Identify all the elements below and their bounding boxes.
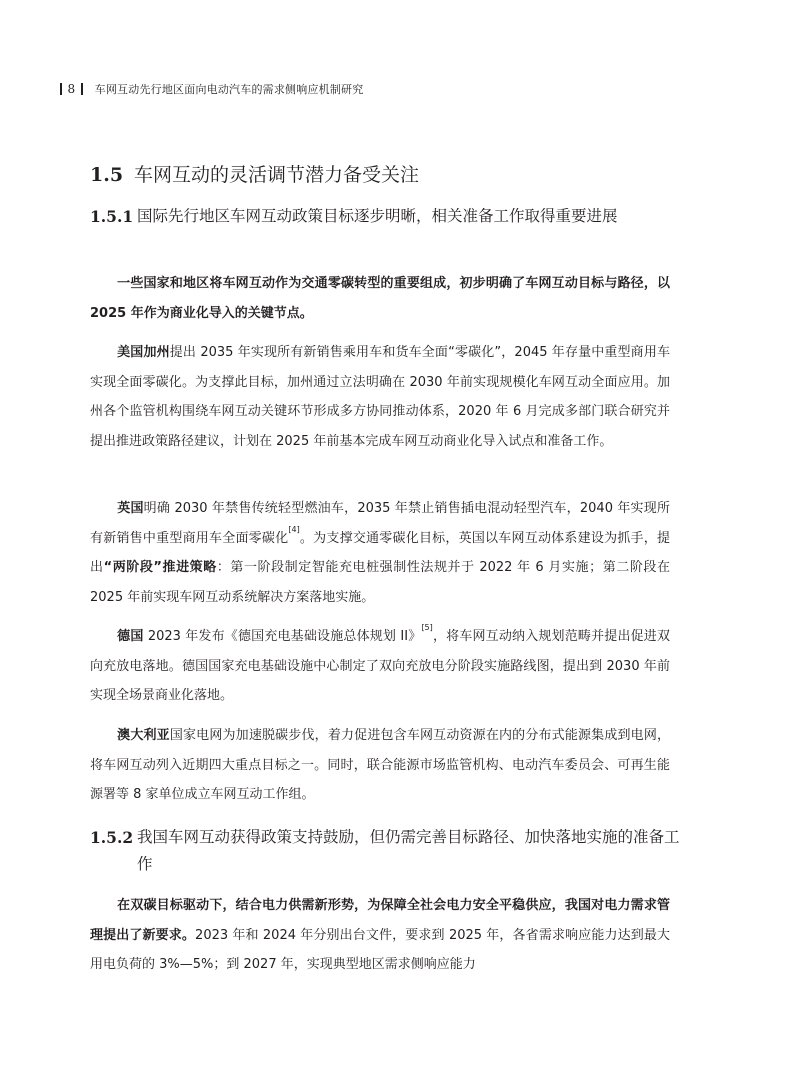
- paragraph-intro-bold: 一些国家和地区将车网互动作为交通零碳转型的重要组成，初步明确了车网互动目标与路径，以 2025 年作为商业化导入的关键节点。: [90, 276, 670, 321]
- paragraph-uk: [90, 494, 670, 612]
- ref-4: [4]: [288, 524, 300, 534]
- ref-5: [5]: [421, 623, 433, 632]
- paragraph-australia: [90, 721, 670, 810]
- text-uk-c: ：第一阶段制定智能充电桩强制性法规并于 2022 年 6 月实施；第二阶段在 2025 年前实现车网互动系统解决方案落地实施。: [90, 560, 670, 605]
- section-heading: [90, 160, 419, 187]
- text-germany-a: 2023 年发布《德国充电基础设施总体规划 II》: [143, 629, 422, 644]
- text-germany-b: ，将车网互动纳入规划范畴并提出促进双向充放电落地。德国国家充电基础设施中心制定了双向充放电分阶段实施路线图，提出到 2030 年前实现全场景商业化落地。: [90, 629, 670, 703]
- header-divider-left: [60, 83, 62, 95]
- paragraph-intro: [90, 269, 670, 328]
- lead-germany: 德国: [117, 629, 144, 644]
- text-china: 2023 年和 2024 年分别出台文件，要求到 2025 年，各省需求响应能力达到最大用电负荷的 3%—5%；到 2027 年，实现典型地区需求侧响应能力: [90, 927, 670, 972]
- text-uk-b: 。为支撑交通零碳化目标，英国以车网互动体系建设为抓手，提出: [90, 530, 670, 575]
- section-number: 1.5: [90, 164, 124, 186]
- bold-two-stage: “两阶段”推进策略: [103, 560, 217, 575]
- text-california: 提出 2035 年实现所有新销售乘用车和货车全面“零碳化”，2045 年存量中重型商用车实现全面零碳化。为支撑此目标，加州通过立法明确在 2030 年前实现规模化车网互动全面应用。加州各个监管机构围绕车网互动关键环节形成多方协同推动体系，2020 年 6 月完成多部门联合研究并提出推进政策路径建议，计划在 2025 年前基本完成车网互动商业化导入试点和准备工作。: [90, 345, 670, 449]
- page-number: 8: [67, 82, 76, 96]
- subsection-number-2: 1.5.2: [90, 828, 134, 847]
- paragraph-california: [90, 338, 670, 456]
- text-uk-a: 明确 2030 年禁售传统轻型燃油车，2035 年禁止销售插电混动轻型汽车，2040 年实现所有新销售中重型商用车全面零碳化: [90, 501, 670, 546]
- paragraph-china: [90, 891, 670, 980]
- lead-australia: 澳大利亚: [117, 728, 170, 743]
- lead-uk: 英国: [117, 501, 144, 516]
- header-divider-right: [81, 83, 83, 95]
- header-title: 车网互动先行地区面向电动汽车的需求侧响应机制研究: [94, 83, 364, 96]
- lead-california: 美国加州: [117, 345, 170, 360]
- bold-china: 在双碳目标驱动下，结合电力供需新形势，为保障全社会电力安全平稳供应，我国对电力需求管理提出了新要求。: [90, 898, 670, 943]
- subsection-number-1: 1.5.1: [90, 207, 134, 226]
- subsection-title-2: 我国车网互动获得政策支持鼓励，但仍需完善目标路径、加快落地实施的准备工作: [137, 828, 680, 873]
- section-title: 车网互动的灵活调节潜力备受关注: [134, 164, 420, 186]
- paragraph-germany: [90, 622, 670, 711]
- subsection-heading-1: [90, 203, 690, 230]
- subsection-heading-2: [90, 824, 690, 878]
- subsection-title-1: 国际先行地区车网互动政策目标逐步明晰，相关准备工作取得重要进展: [137, 207, 618, 225]
- running-header: [60, 79, 363, 99]
- text-australia: 国家电网为加速脱碳步伐，着力促进包含车网互动资源在内的分布式能源集成到电网，将车网互动列入近期四大重点目标之一。同时，联合能源市场监管机构、电动汽车委员会、可再生能源署等 8 家单位成立车网互动工作组。: [90, 728, 670, 802]
